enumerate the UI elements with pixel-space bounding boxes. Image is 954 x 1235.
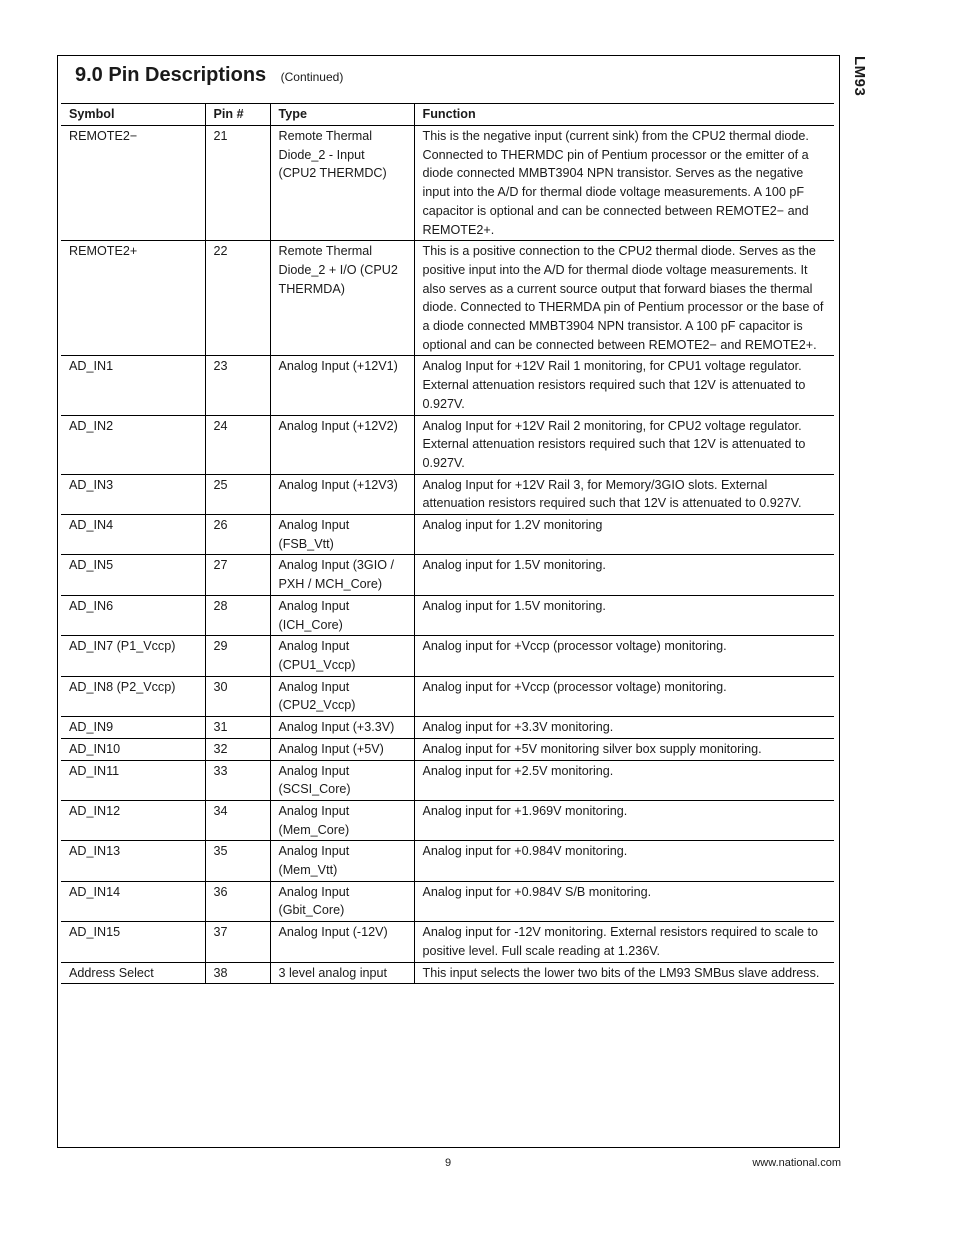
cell-pin: 24	[205, 415, 270, 474]
cell-pin: 36	[205, 881, 270, 921]
cell-type: Analog Input (3GIO / PXH / MCH_Core)	[270, 555, 414, 595]
cell-pin: 27	[205, 555, 270, 595]
cell-symbol: AD_IN14	[61, 881, 205, 921]
page-number: 9	[445, 1157, 452, 1169]
section-title: 9.0 Pin Descriptions	[75, 64, 267, 86]
cell-type: Analog Input (CPU1_Vccp)	[270, 636, 414, 676]
cell-type: Analog Input (ICH_Core)	[270, 595, 414, 635]
header-type: Type	[270, 104, 414, 126]
cell-function: This is the negative input (current sink) from the CPU2 thermal diode. Connected to THERMDC pin of Pentium processor or the emitter of a diode connected MMBT3904 NPN transistor. Serves as the negative input into the A/D for thermal diode voltage measurements. A 100 pF capacitor is optional and can be connected between REMOTE2− and REMOTE2+.	[414, 126, 834, 241]
cell-function: Analog input for 1.5V monitoring.	[414, 595, 834, 635]
cell-pin: 30	[205, 676, 270, 716]
table-row	[61, 126, 834, 241]
cell-symbol: AD_IN12	[61, 800, 205, 840]
cell-symbol: AD_IN10	[61, 738, 205, 760]
cell-function: Analog input for 1.5V monitoring.	[414, 555, 834, 595]
table-row	[61, 962, 834, 984]
cell-function: Analog input for +0.984V monitoring.	[414, 841, 834, 881]
cell-symbol: AD_IN3	[61, 474, 205, 514]
cell-pin: 28	[205, 595, 270, 635]
cell-symbol: AD_IN9	[61, 717, 205, 739]
cell-symbol: Address Select	[61, 962, 205, 984]
cell-pin: 22	[205, 241, 270, 356]
cell-symbol: REMOTE2−	[61, 126, 205, 241]
section-heading	[75, 64, 343, 87]
cell-pin: 37	[205, 922, 270, 962]
cell-type: Analog Input (CPU2_Vccp)	[270, 676, 414, 716]
cell-pin: 34	[205, 800, 270, 840]
cell-function: Analog input for +3.3V monitoring.	[414, 717, 834, 739]
cell-symbol: REMOTE2+	[61, 241, 205, 356]
table-header-row	[61, 104, 834, 126]
table-row	[61, 738, 834, 760]
cell-function: Analog input for +Vccp (processor voltage) monitoring.	[414, 636, 834, 676]
part-number: LM93	[851, 56, 868, 97]
table-row	[61, 717, 834, 739]
footer-url[interactable]: www.national.com	[752, 1157, 841, 1169]
cell-type: Analog Input (+3.3V)	[270, 717, 414, 739]
cell-function: Analog Input for +12V Rail 2 monitoring, for CPU2 voltage regulator. External attenuation resistors required such that 12V is attenuated to 0.927V.	[414, 415, 834, 474]
table-row	[61, 555, 834, 595]
cell-pin: 32	[205, 738, 270, 760]
table-row	[61, 922, 834, 962]
table-row	[61, 356, 834, 415]
table-row	[61, 241, 834, 356]
header-function: Function	[414, 104, 834, 126]
cell-type: Analog Input (FSB_Vtt)	[270, 515, 414, 555]
cell-symbol: AD_IN8 (P2_Vccp)	[61, 676, 205, 716]
cell-function: Analog input for 1.2V monitoring	[414, 515, 834, 555]
cell-function: Analog input for +Vccp (processor voltage) monitoring.	[414, 676, 834, 716]
cell-function: This input selects the lower two bits of the LM93 SMBus slave address.	[414, 962, 834, 984]
table-body	[61, 126, 834, 984]
cell-symbol: AD_IN5	[61, 555, 205, 595]
cell-type: Analog Input (+12V1)	[270, 356, 414, 415]
table-row	[61, 636, 834, 676]
table-row	[61, 474, 834, 514]
table-row	[61, 881, 834, 921]
table-row	[61, 415, 834, 474]
cell-type: Analog Input (+5V)	[270, 738, 414, 760]
cell-pin: 31	[205, 717, 270, 739]
table-row	[61, 800, 834, 840]
cell-pin: 26	[205, 515, 270, 555]
cell-type: Analog Input (Mem_Core)	[270, 800, 414, 840]
cell-function: Analog input for +1.969V monitoring.	[414, 800, 834, 840]
cell-symbol: AD_IN13	[61, 841, 205, 881]
cell-type: Analog Input (SCSI_Core)	[270, 760, 414, 800]
part-number-tab	[848, 56, 868, 116]
cell-function: Analog Input for +12V Rail 3, for Memory/3GIO slots. External attenuation resistors required such that 12V is attenuated to 0.927V.	[414, 474, 834, 514]
cell-pin: 23	[205, 356, 270, 415]
cell-pin: 29	[205, 636, 270, 676]
table-row	[61, 595, 834, 635]
cell-symbol: AD_IN7 (P1_Vccp)	[61, 636, 205, 676]
cell-function: Analog input for +2.5V monitoring.	[414, 760, 834, 800]
table-row	[61, 676, 834, 716]
cell-type: Analog Input (Mem_Vtt)	[270, 841, 414, 881]
cell-symbol: AD_IN1	[61, 356, 205, 415]
table-row	[61, 515, 834, 555]
header-symbol: Symbol	[61, 104, 205, 126]
cell-symbol: AD_IN11	[61, 760, 205, 800]
cell-type: Remote Thermal Diode_2 - Input (CPU2 THERMDC)	[270, 126, 414, 241]
section-note: (Continued)	[280, 70, 344, 84]
cell-function: Analog input for +0.984V S/B monitoring.	[414, 881, 834, 921]
cell-function: Analog input for +5V monitoring silver box supply monitoring.	[414, 738, 834, 760]
cell-function: Analog Input for +12V Rail 1 monitoring, for CPU1 voltage regulator. External attenuation resistors required such that 12V is attenuated to 0.927V.	[414, 356, 834, 415]
pin-descriptions-table	[61, 103, 834, 984]
cell-pin: 21	[205, 126, 270, 241]
header-pin: Pin #	[205, 104, 270, 126]
cell-function: This is a positive connection to the CPU2 thermal diode. Serves as the positive input into the A/D for thermal diode voltage measurements. It also serves as a current source output that forward biases the thermal diode. Connected to THERMDA pin of Pentium processor or the base of a diode connected MMBT3904 NPN transistor. A 100 pF capacitor is optional and can be connected between REMOTE2− and REMOTE2+.	[414, 241, 834, 356]
cell-type: Analog Input (+12V2)	[270, 415, 414, 474]
cell-pin: 25	[205, 474, 270, 514]
cell-pin: 33	[205, 760, 270, 800]
cell-symbol: AD_IN15	[61, 922, 205, 962]
cell-type: Analog Input (-12V)	[270, 922, 414, 962]
cell-function: Analog input for -12V monitoring. External resistors required to scale to positive level. Full scale reading at 1.236V.	[414, 922, 834, 962]
cell-symbol: AD_IN2	[61, 415, 205, 474]
table-row	[61, 760, 834, 800]
cell-symbol: AD_IN6	[61, 595, 205, 635]
cell-type: Remote Thermal Diode_2 + I/O (CPU2 THERMDA)	[270, 241, 414, 356]
cell-pin: 38	[205, 962, 270, 984]
cell-type: Analog Input (+12V3)	[270, 474, 414, 514]
cell-pin: 35	[205, 841, 270, 881]
cell-type: Analog Input (Gbit_Core)	[270, 881, 414, 921]
table-row	[61, 841, 834, 881]
cell-type: 3 level analog input	[270, 962, 414, 984]
cell-symbol: AD_IN4	[61, 515, 205, 555]
